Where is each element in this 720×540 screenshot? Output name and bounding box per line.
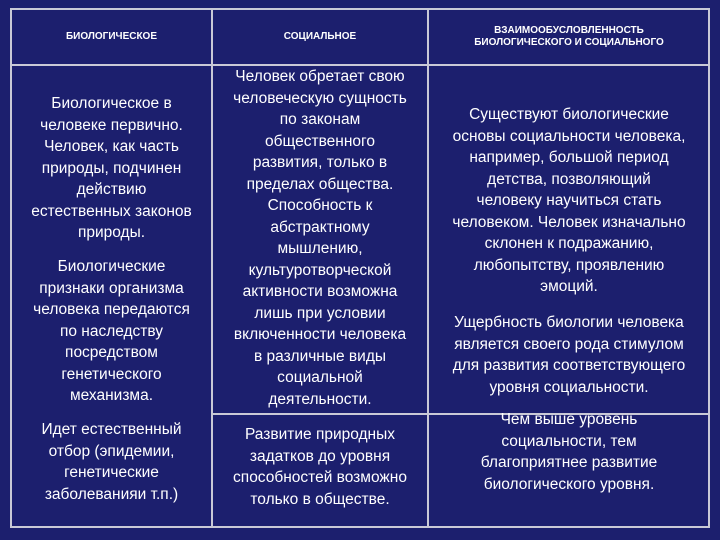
- biological-text-2: Биологические признаки организма человека передаются по наследству посредством генетического механизма.: [33, 258, 190, 404]
- header-social: СОЦИАЛЬНОЕ: [283, 31, 357, 42]
- header-interdependence: ВЗАИМООБУСЛОВЛЕННОСТЬ БИОЛОГИЧЕСКОГО И СОЦИАЛЬНОГО: [474, 25, 664, 48]
- social-text-2: Развитие природных задатков до уровня способностей возможно только в обществе.: [233, 426, 407, 508]
- biological-text-1: Биологическое в человеке первично. Человек, как часть природы, подчинен действию естественных законов природы.: [31, 95, 192, 241]
- interdependence-text-3: Чем выше уровень социальности, тем благоприятнее развитие биологического уровня.: [480, 411, 658, 493]
- social-text-1: Человек обретает свою человеческую сущность по законам общественного развития, только в пределах общества. Способность к абстрактному мышлению, культуротворческой активности возможна лишь при условии включенности человека в различные виды социальной деятельности.: [233, 68, 407, 408]
- interdependence-text-1: Существуют биологические основы социальности человека, например, большой период детства, позволяющий человеку научиться стать человеком. Человек изначально склонен к подражанию, любопытству, проявлению эмоций.: [452, 106, 686, 295]
- header-biological: БИОЛОГИЧЕСКОЕ: [65, 31, 158, 42]
- interdependence-text-2: Ущербность биологии человека является своего рода стимулом для развития соответствующего уровня социальности.: [452, 314, 686, 396]
- biological-text-3: Идет естественный отбор (эпидемии, генетические заболеванияи т.п.): [41, 421, 182, 503]
